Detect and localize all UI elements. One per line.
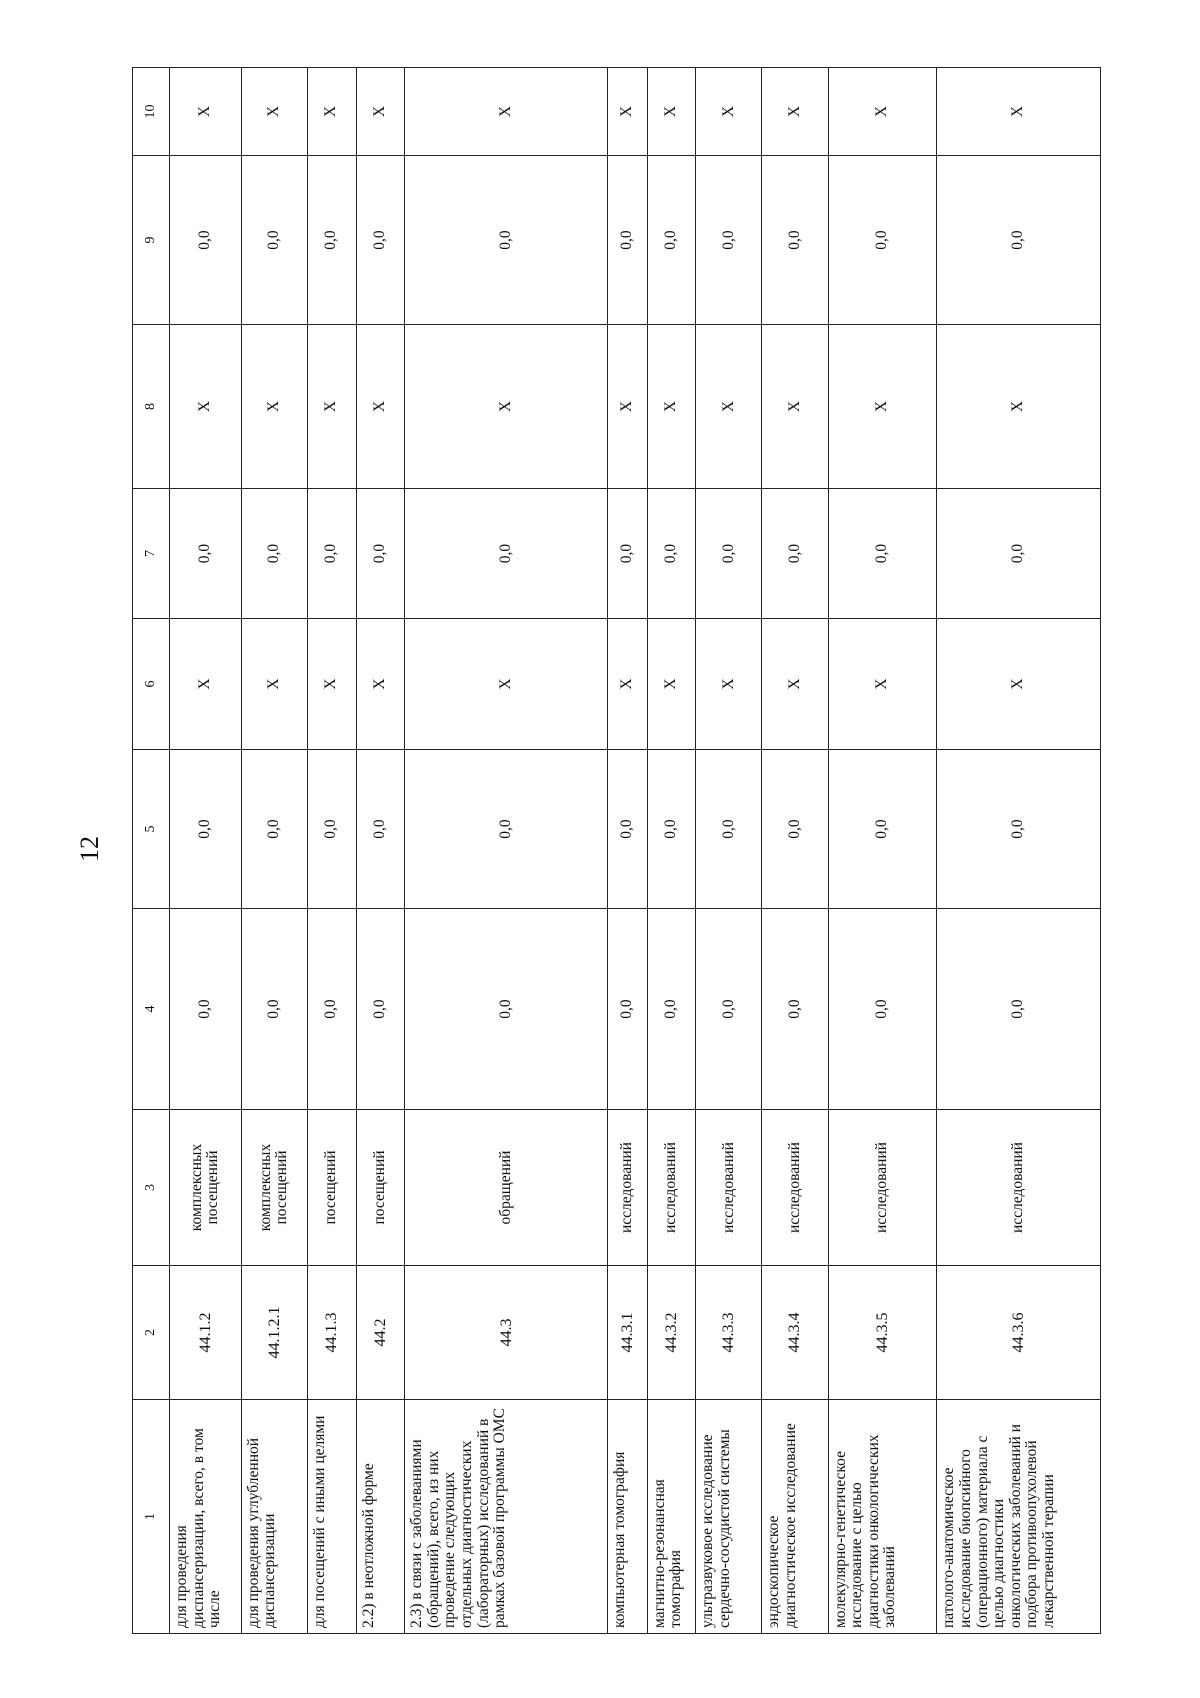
row-name-cell: 2.2) в неотложной форме xyxy=(356,1400,405,1634)
column-header-3: 3 xyxy=(133,1110,170,1266)
value-cell-6: X xyxy=(696,619,762,750)
unit-cell: исследований xyxy=(647,1110,696,1266)
code-cell: 44.3 xyxy=(405,1266,608,1400)
value-cell-5: 0,0 xyxy=(356,750,405,909)
value-cell-5: 0,0 xyxy=(608,750,647,909)
value-cell-10: X xyxy=(608,68,647,156)
value-cell-8: X xyxy=(647,325,696,489)
value-cell-5: 0,0 xyxy=(647,750,696,909)
value-cell-7: 0,0 xyxy=(405,489,608,619)
column-header-7: 7 xyxy=(133,489,170,619)
value-cell-9: 0,0 xyxy=(241,156,307,325)
value-cell-9: 0,0 xyxy=(762,156,828,325)
table-row xyxy=(696,68,762,1634)
column-header-10: 10 xyxy=(133,68,170,156)
value-cell-10: X xyxy=(405,68,608,156)
value-cell-7: 0,0 xyxy=(241,489,307,619)
value-cell-10: X xyxy=(307,68,356,156)
code-cell: 44.1.2.1 xyxy=(241,1266,307,1400)
table-row xyxy=(828,68,937,1634)
table-row xyxy=(647,68,696,1634)
unit-cell: исследований xyxy=(762,1110,828,1266)
value-cell-9: 0,0 xyxy=(356,156,405,325)
unit-cell: исследований xyxy=(696,1110,762,1266)
table-row xyxy=(170,68,242,1634)
unit-cell: исследований xyxy=(608,1110,647,1266)
value-cell-6: X xyxy=(307,619,356,750)
value-cell-8: X xyxy=(307,325,356,489)
value-cell-5: 0,0 xyxy=(170,750,242,909)
value-cell-4: 0,0 xyxy=(307,909,356,1110)
row-name-cell: для посещений с иными целями xyxy=(307,1400,356,1634)
column-header-5: 5 xyxy=(133,750,170,909)
value-cell-9: 0,0 xyxy=(696,156,762,325)
value-cell-10: X xyxy=(356,68,405,156)
column-header-2: 2 xyxy=(133,1266,170,1400)
table-row xyxy=(405,68,608,1634)
value-cell-9: 0,0 xyxy=(647,156,696,325)
value-cell-8: X xyxy=(608,325,647,489)
data-table xyxy=(132,67,1101,1634)
value-cell-6: X xyxy=(937,619,1101,750)
value-cell-10: X xyxy=(937,68,1101,156)
code-cell: 44.1.3 xyxy=(307,1266,356,1400)
row-name-cell: ультразвуковое исследование сердечно-сосудистой системы xyxy=(696,1400,762,1634)
code-cell: 44.3.3 xyxy=(696,1266,762,1400)
code-cell: 44.3.6 xyxy=(937,1266,1101,1400)
code-cell: 44.2 xyxy=(356,1266,405,1400)
value-cell-8: X xyxy=(405,325,608,489)
value-cell-10: X xyxy=(170,68,242,156)
value-cell-10: X xyxy=(696,68,762,156)
value-cell-10: X xyxy=(762,68,828,156)
value-cell-7: 0,0 xyxy=(937,489,1101,619)
value-cell-7: 0,0 xyxy=(170,489,242,619)
code-cell: 44.1.2 xyxy=(170,1266,242,1400)
column-header-4: 4 xyxy=(133,909,170,1110)
value-cell-8: X xyxy=(356,325,405,489)
column-header-9: 9 xyxy=(133,156,170,325)
value-cell-6: X xyxy=(356,619,405,750)
value-cell-5: 0,0 xyxy=(937,750,1101,909)
value-cell-4: 0,0 xyxy=(608,909,647,1110)
table-row xyxy=(608,68,647,1634)
value-cell-5: 0,0 xyxy=(307,750,356,909)
value-cell-6: X xyxy=(828,619,937,750)
table-row xyxy=(937,68,1101,1634)
table-row xyxy=(307,68,356,1634)
value-cell-9: 0,0 xyxy=(405,156,608,325)
page-number: 12 xyxy=(75,836,104,862)
rotated-table-container xyxy=(132,68,1101,1634)
value-cell-6: X xyxy=(608,619,647,750)
value-cell-4: 0,0 xyxy=(828,909,937,1110)
value-cell-7: 0,0 xyxy=(608,489,647,619)
header-row xyxy=(133,68,170,1634)
value-cell-6: X xyxy=(647,619,696,750)
value-cell-8: X xyxy=(762,325,828,489)
value-cell-9: 0,0 xyxy=(608,156,647,325)
value-cell-5: 0,0 xyxy=(405,750,608,909)
value-cell-9: 0,0 xyxy=(170,156,242,325)
value-cell-4: 0,0 xyxy=(241,909,307,1110)
value-cell-8: X xyxy=(696,325,762,489)
value-cell-7: 0,0 xyxy=(696,489,762,619)
value-cell-10: X xyxy=(241,68,307,156)
table-body xyxy=(170,68,1101,1634)
unit-cell: комплексных посещений xyxy=(170,1110,242,1266)
value-cell-7: 0,0 xyxy=(762,489,828,619)
value-cell-5: 0,0 xyxy=(762,750,828,909)
column-header-8: 8 xyxy=(133,325,170,489)
code-cell: 44.3.1 xyxy=(608,1266,647,1400)
row-name-cell: компьютерная томография xyxy=(608,1400,647,1634)
unit-cell: комплексных посещений xyxy=(241,1110,307,1266)
unit-cell: обращений xyxy=(405,1110,608,1266)
value-cell-5: 0,0 xyxy=(241,750,307,909)
value-cell-4: 0,0 xyxy=(696,909,762,1110)
unit-cell: исследований xyxy=(828,1110,937,1266)
value-cell-7: 0,0 xyxy=(307,489,356,619)
value-cell-7: 0,0 xyxy=(647,489,696,619)
code-cell: 44.3.5 xyxy=(828,1266,937,1400)
unit-cell: посещений xyxy=(307,1110,356,1266)
table-row xyxy=(241,68,307,1634)
unit-cell: исследований xyxy=(937,1110,1101,1266)
value-cell-9: 0,0 xyxy=(937,156,1101,325)
row-name-cell: эндоскопическое диагностическое исследование xyxy=(762,1400,828,1634)
value-cell-10: X xyxy=(647,68,696,156)
row-name-cell: для проведения диспансеризации, всего, в том числе xyxy=(170,1400,242,1634)
value-cell-7: 0,0 xyxy=(356,489,405,619)
value-cell-6: X xyxy=(170,619,242,750)
value-cell-4: 0,0 xyxy=(405,909,608,1110)
value-cell-6: X xyxy=(405,619,608,750)
row-name-cell: магнитно-резонансная томография xyxy=(647,1400,696,1634)
column-header-6: 6 xyxy=(133,619,170,750)
row-name-cell: 2.3) в связи с заболеваниями (обращений), всего, из них проведение следующих отдельных диагностических (лабораторных) исследований в рамках базовой программы ОМС xyxy=(405,1400,608,1634)
value-cell-4: 0,0 xyxy=(170,909,242,1110)
value-cell-7: 0,0 xyxy=(828,489,937,619)
value-cell-8: X xyxy=(828,325,937,489)
value-cell-5: 0,0 xyxy=(696,750,762,909)
code-cell: 44.3.2 xyxy=(647,1266,696,1400)
value-cell-8: X xyxy=(170,325,242,489)
value-cell-6: X xyxy=(762,619,828,750)
value-cell-9: 0,0 xyxy=(307,156,356,325)
value-cell-4: 0,0 xyxy=(937,909,1101,1110)
row-name-cell: для проведения углубленной диспансеризации xyxy=(241,1400,307,1634)
value-cell-9: 0,0 xyxy=(828,156,937,325)
value-cell-8: X xyxy=(937,325,1101,489)
value-cell-5: 0,0 xyxy=(828,750,937,909)
value-cell-8: X xyxy=(241,325,307,489)
column-header-1: 1 xyxy=(133,1400,170,1634)
value-cell-6: X xyxy=(241,619,307,750)
value-cell-4: 0,0 xyxy=(356,909,405,1110)
row-name-cell: молекулярно-генетическое исследование с целью диагностики онкологических заболеваний xyxy=(828,1400,937,1634)
value-cell-4: 0,0 xyxy=(762,909,828,1110)
table-row xyxy=(356,68,405,1634)
row-name-cell: патолого-анатомическое исследование биопсийного (операционного) материала с целью диагностики онкологических заболеваний и подбора противоопухолевой лекарственной терапии xyxy=(937,1400,1101,1634)
code-cell: 44.3.4 xyxy=(762,1266,828,1400)
value-cell-4: 0,0 xyxy=(647,909,696,1110)
unit-cell: посещений xyxy=(356,1110,405,1266)
value-cell-10: X xyxy=(828,68,937,156)
table-row xyxy=(762,68,828,1634)
